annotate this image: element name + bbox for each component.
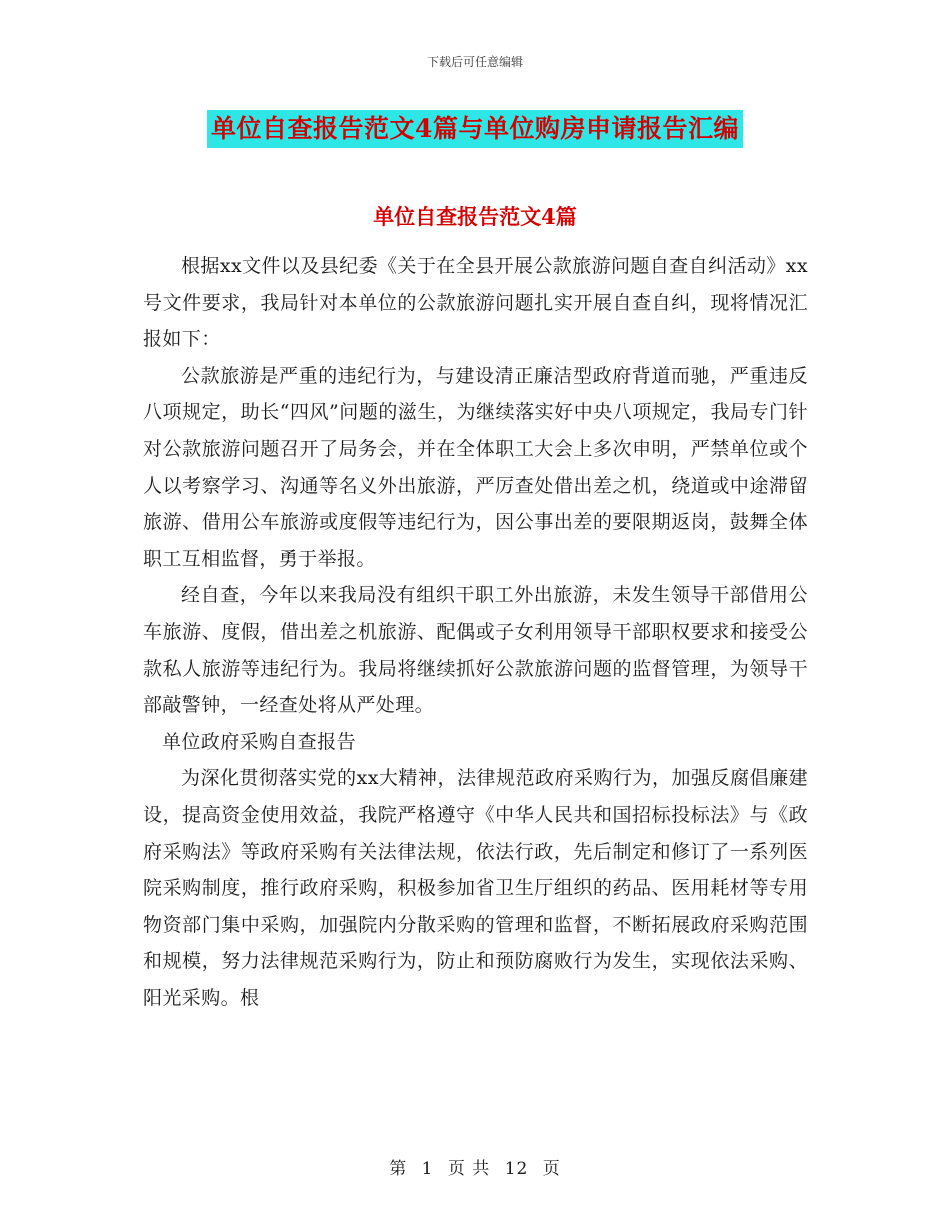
paragraph: 公款旅游是严重的违纪行为，与建设清正廉洁型政府背道而驰，严重违反八项规定，助长“四风”问题的滋生，为继续落实好中央八项规定，我局专门针对公款旅游问题召开了局务会，并在全体职工大会上多次申明，严禁单位或个人以考察学习、沟通等名义外出旅游，严厉查处借出差之机，绕道或中途滞留旅游、借用公车旅游或度假等违纪行为，因公事出差的要限期返岗，鼓舞全体职工互相监督，勇于举报。 [143,364,808,570]
paragraph: 为深化贯彻落实党的xx大精神，法律规范政府采购行为，加强反腐倡廉建设，提高资金使用效益，我院严格遵守《中华人民共和国招标投标法》与《政府采购法》等政府采购有关法律法规，依法行政，先后制定和修订了一系列医院采购制度，推行政府采购，积极参加省卫生厅组织的药品、医用耗材等专用物资部门集中采购，加强院内分散采购的管理和监督，不断拓展政府采购范围和规模，努力法律规范采购行为，防止和预防腐败行为发生，实现依法采购、阳光采购。根 [143,767,808,1009]
footer-middle: 页 共 [447,1159,491,1179]
sub-heading: 单位政府采购自查报告 [162,730,357,753]
footer-suffix: 页 [542,1159,561,1179]
current-page-number: 1 [421,1159,434,1179]
paragraph: 经自查，今年以来我局没有组织干职工外出旅游，未发生领导干部借用公车旅游、度假，借出差之机旅游、配偶或子女利用领导干部职权要求和接受公款私人旅游等违纪行为。我局将继续抓好公款旅游问题的监督管理，为领导干部敲警钟，一经查处将从严处理。 [143,584,808,717]
section-title: 单位自查报告范文4篇 [373,204,577,229]
page-footer [0,1154,950,1179]
page-header-note: 下载后可任意编辑 [426,55,523,69]
document-title: 单位自查报告范文4篇与单位购房申请报告汇编 [207,110,743,148]
document-title-container [0,110,950,148]
document-body [143,248,808,1016]
footer-prefix: 第 [389,1159,408,1179]
paragraph: 根据xx文件以及县纪委《关于在全县开展公款旅游问题自查自纠活动》xx号文件要求，我局针对本单位的公款旅游问题扎实开展自查自纠，现将情况汇报如下： [143,255,808,351]
total-pages-number: 12 [504,1159,529,1179]
